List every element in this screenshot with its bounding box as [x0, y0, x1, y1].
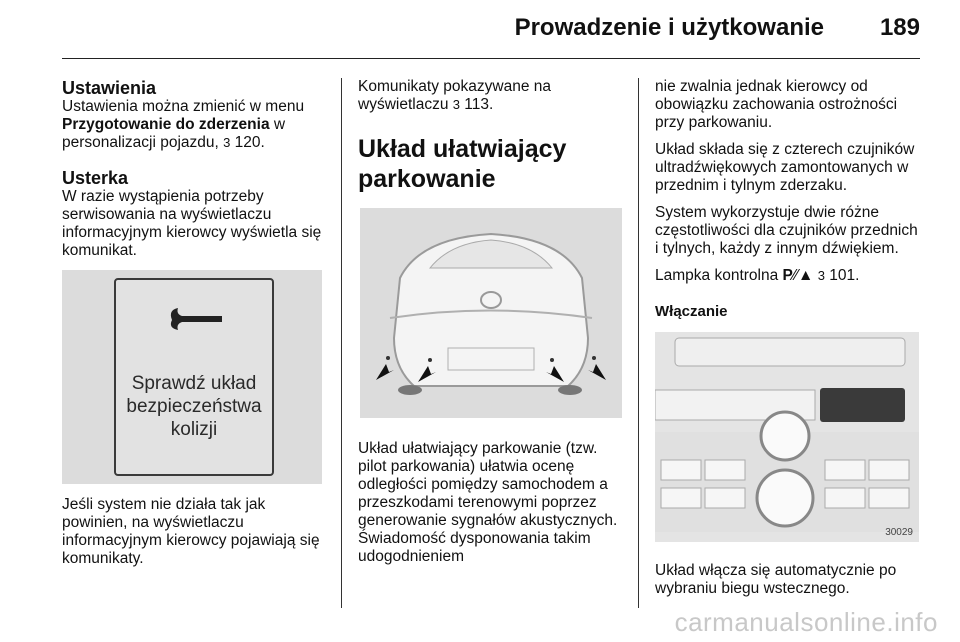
car-rear-sensors-figure — [360, 208, 622, 418]
heading-fault: Usterka — [62, 168, 129, 188]
settings-text-1: Ustawienia można zmienić w menu — [62, 98, 305, 115]
display-message: Sprawdź układ bezpieczeństwa kolizji — [126, 373, 262, 440]
control-lamp-text: Lampka kontrolna — [655, 267, 783, 284]
parking-assist-symbol-icon: P — [782, 267, 793, 284]
intro-text: Komunikaty pokazywane na wyświetlaczu — [358, 78, 552, 113]
page-number: 189 — [879, 14, 920, 41]
heading-settings: Ustawienia — [62, 78, 157, 98]
settings-paragraph — [62, 98, 330, 152]
paragraph-frequencies: System wykorzystuje dwie różne częstotliwości dla czujników przednich i tylnych, każdy z innym dźwiękiem. — [655, 204, 918, 257]
watermark: carmanualsonline.info — [674, 607, 938, 637]
intro-paragraph — [358, 78, 620, 114]
settings-text-2: w personalizacji pojazdu, — [62, 116, 286, 151]
xref-arrow-icon: 3 — [223, 135, 231, 150]
column-3 — [655, 78, 923, 335]
settings-ref: 120. — [234, 134, 265, 151]
paragraph-sensors: Układ składa się z czterech czujników ultradźwiękowych zamontowanych w przednim i tylnym zderzaku. — [655, 141, 915, 194]
wrench-icon — [116, 280, 272, 360]
display-panel — [114, 278, 274, 476]
control-lamp-ref: 101. — [829, 267, 860, 284]
settings-menu-name: Przygotowanie do zderzenia — [62, 116, 270, 133]
center-console-figure — [655, 332, 919, 542]
car-rear-illustration — [360, 208, 622, 418]
park-assist-button — [820, 388, 905, 422]
console-buttons-illustration — [655, 332, 919, 542]
arrow-icon — [588, 364, 606, 380]
page-header-title: Prowadzenie i użytkowanie — [514, 14, 824, 41]
paragraph-continued: nie zwalnia jednak kierowcy od obowiązku zachowania ostrożności przy parkowaniu. — [655, 78, 898, 131]
paragraph-auto-enable: Układ włącza się automatycznie po wybraniu biegu wstecznego. — [655, 562, 897, 597]
driver-info-display-figure — [62, 270, 322, 484]
column-2-lower — [358, 440, 620, 575]
column-1 — [62, 78, 330, 269]
heading-parking-assist: Układ ułatwiający parkowanie — [358, 135, 567, 193]
parking-paragraph: Układ ułatwiający parkowanie (tzw. pilot parkowania) ułatwia ocenę odległości pomiędzy samochodem a przeszkodami terenowymi poprzez generowanie sygnałów akustycznych. Świadomość dysponowania takim udogodnieniem — [358, 440, 618, 565]
column-divider-2 — [638, 78, 639, 608]
column-3-lower — [655, 562, 923, 607]
parking-symbol-glyph-icon: ⁄⁄▲ — [792, 267, 814, 284]
paragraph-control-lamp — [655, 267, 923, 285]
heading-enable: Włączanie — [655, 303, 728, 320]
column-divider-1 — [341, 78, 342, 608]
arrow-icon — [376, 364, 394, 380]
column-1-lower — [62, 496, 330, 577]
xref-arrow-icon: 3 — [452, 97, 460, 112]
xref-arrow-icon: 3 — [817, 268, 825, 283]
fault-paragraph: W razie wystąpienia potrzeby serwisowania na wyświetlaczu informacyjnym kierowcy wyświetla się komunikat. — [62, 188, 322, 259]
after-figure-paragraph: Jeśli system nie działa tak jak powinien, na wyświetlaczu informacyjnym kierowcy pojawiają się komunikaty. — [62, 496, 320, 567]
column-2 — [358, 78, 620, 214]
header-rule — [62, 58, 920, 59]
intro-ref: 113. — [464, 96, 494, 113]
figure-code: 30029 — [885, 527, 913, 538]
